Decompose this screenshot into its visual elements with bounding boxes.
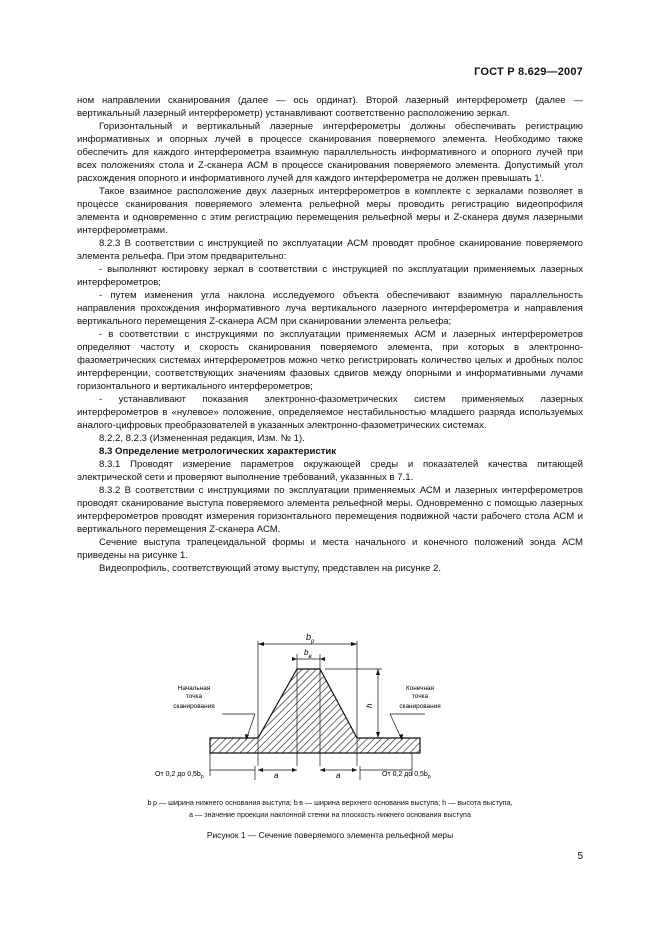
paragraph: ном направлении сканирования (далее — ось ординат). Второй лазерный интерферометр (далее — вертикальный лазерный интерферометр) устанавливают соответственно расположению зеркал. — [77, 95, 583, 119]
label-bp: $b_p$ — [306, 632, 315, 645]
label-a-left: a — [274, 771, 279, 780]
paragraph: 8.3.1 Проводят измерение параметров окружающей среды и показателей качества питающей электрической сети и проверяют выполнение требований, указанных в 7.1. — [77, 459, 583, 483]
page-number: 5 — [577, 851, 583, 862]
legend-line: a — значение проекции наклонной стенки на плоскость нижнего основания выступа — [189, 810, 471, 819]
paragraph: Горизонтальный и вертикальный лазерные интерферометры должны обеспечивать регистрацию информативных и опорных лучей в процессе сканирования поверяемого элемента. Необходимо также обеспечить для каждого интерферометра взаимную параллельность информативного и опорного лучей при всех положениях стола и Z-сканера АСМ в процессе сканирования поверяемого элемента. Допустимый угол расхождения опорного и информативного лучей для каждого интерферометра не должен превышать 1′. — [77, 121, 583, 184]
svg-text:точка: точка — [411, 693, 429, 700]
range-right-label: От 0,2 до $0,5b_p$ — [382, 771, 431, 780]
list-item: - устанавливают показания электронно-фазометрических систем применяемых лазерных интерферометров в «нулевое» положение, определяемое нестабильностью младшего разряда используемых аналого-цифровых преобразователей в указанных электронно-фазометрических системах. — [77, 394, 583, 431]
label-a-right: a — [336, 771, 341, 780]
cross-section-drawing — [150, 616, 450, 802]
list-item: - путем изменения угла наклона исследуемого объекта обеспечивают взаимную параллельность направления прохождения информативного луча вертикального лазерного интерферометра и направления вертикального перемещения Z-сканера АСМ при сканировании элемента рельефа; — [77, 290, 583, 327]
body-text — [77, 94, 583, 575]
legend-line: b p — ширина нижнего основания выступа; b в — ширина верхнего основания выступа; h — высота выступа, — [147, 798, 513, 807]
hatched-profile — [210, 669, 420, 753]
label-bv: $b_в$ — [304, 648, 312, 660]
paragraph: 8.2.3 В соответствии с инструкцией по эксплуатации АСМ проводят пробное сканирование поверяемого элемента рельефа. При этом предварительно: — [77, 238, 583, 262]
svg-text:Начальная: Начальная — [177, 685, 211, 692]
end-point-label — [399, 685, 441, 710]
paragraph: Сечение выступа трапецеидальной формы и места начального и конечного положений зонда АСМ приведены на рисунке 1. — [77, 537, 583, 561]
list-item: - выполняют юстировку зеркал в соответствии с инструкцией по эксплуатации применяемых лазерных интерферометров; — [77, 264, 583, 288]
amendment-note: 8.2.2, 8.2.3 (Измененная редакция, Изм. № 1). — [99, 433, 305, 444]
paragraph: 8.3.2 В соответствии с инструкциями по эксплуатации применяемых АСМ и лазерных интерферометров проводят сканирование выступа поверяемого элемента рельефной меры. Одновременно с помощью лазерных интерферометров проводят измерения горизонтального перемещения подвижной части рабочего стола АСМ и вертикального перемещения Z-сканера АСМ. — [77, 485, 583, 535]
section-heading: 8.3 Определение метрологических характеристик — [99, 446, 337, 457]
svg-text:Конечная: Конечная — [405, 685, 435, 692]
figure-legend — [90, 797, 570, 821]
start-point-label — [173, 685, 215, 710]
svg-text:точка: точка — [185, 693, 203, 700]
list-item: - в соответствии с инструкциями по эксплуатации применяемых АСМ и лазерных интерферометров определяют частоту и скорость сканирования поверяемого элемента, при которых в электронно-фазометрических системах интерферометров можно четко регистрировать количество целых и дробных полос интерференции, соответствующих значениям фазовых сдвигов между опорными и информативными лучами горизонтального и вертикального интерферометров; — [77, 329, 583, 392]
label-h: h — [365, 703, 374, 708]
range-left-label: От 0,2 до $0,5b_p$ — [155, 771, 204, 780]
svg-text:сканирования: сканирования — [399, 703, 441, 710]
paragraph: Видеопрофиль, соответствующий этому выступу, представлен на рисунке 2. — [99, 563, 442, 574]
paragraph: Такое взаимное расположение двух лазерных интерферометров в комплекте с зеркалами позволяет в процессе сканирования поверяемого элемента рельефной меры проводить регистрацию видеопрофиля элемента и одновременно с этим регистрацию перемещения рельефной меры и Z-сканера двумя лазерными интерферометрами. — [77, 186, 583, 236]
figure-caption: Рисунок 1 — Сечение поверяемого элемента рельефной меры — [206, 830, 454, 840]
figure-cross-section — [150, 616, 450, 802]
document-header: ГОСТ Р 8.629—2007 — [474, 66, 583, 78]
svg-text:сканирования: сканирования — [173, 703, 215, 710]
